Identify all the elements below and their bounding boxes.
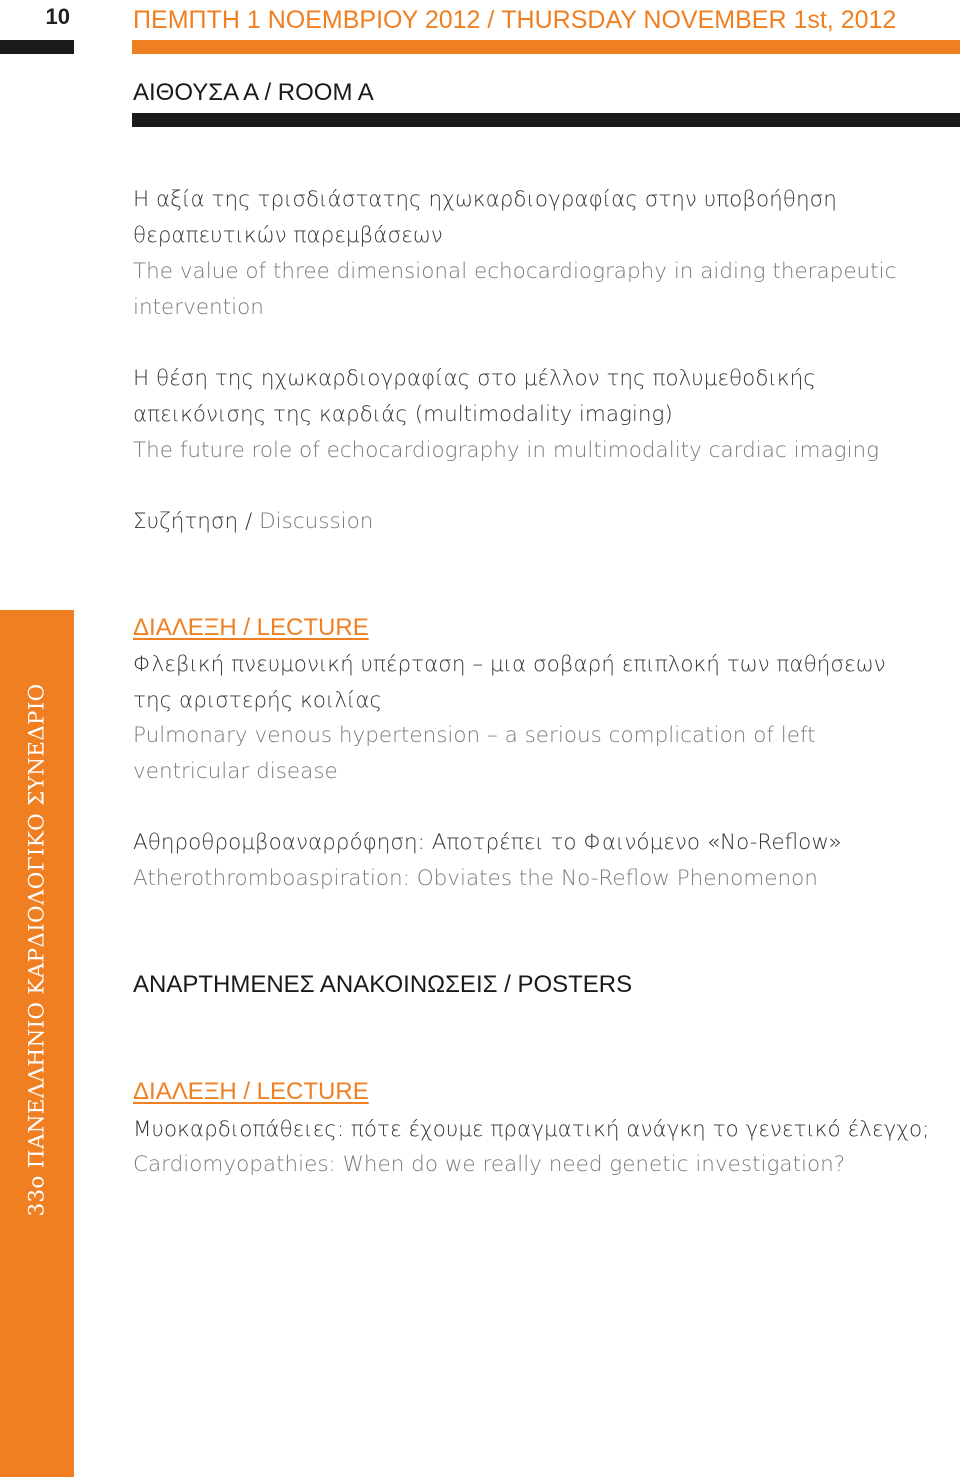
lecture1-label: ΔΙΑΛΕΞΗ / LECTURE: [133, 614, 369, 641]
page-number: 10: [45, 4, 70, 29]
talk1-title-greek-line1: Η αξία της τρισδιάστατης ηχωκαρδιογραφίας στην υποβοήθηση: [133, 187, 837, 212]
discussion-line: [133, 504, 948, 540]
room-divider-bar: [132, 113, 960, 127]
lecture1-title-greek-line2: της αριστερής κοιλίας: [133, 688, 383, 713]
room-heading: ΑΙΘΟΥΣΑ Α / ROOM A: [133, 79, 374, 106]
talk1-title-greek-line2: θεραπευτικών παρεμβάσεων: [133, 223, 443, 248]
posters-heading: ΑΝΑΡΤΗΜΕΝΕΣ ΑΝΑΚΟΙΝΩΣΕΙΣ / POSTERS: [133, 971, 633, 998]
header-bar-accent: [132, 40, 960, 54]
talk2-title-english-line1: The future role of echocardiography in multimodality cardiac imaging: [133, 438, 880, 463]
talk2-title-greek-line2: απεικόνισης της καρδιάς (multimodality imaging): [133, 402, 673, 427]
lecture2-title-greek: Μυοκαρδιοπάθειες: πότε έχουμε πραγματική ανάγκη το γενετικό έλεγχο;: [133, 1117, 930, 1142]
sidebar-congress-title: 33ο ΠΑΝΕΛΛΗΝΙΟ ΚΑΡΔΙΟΛΟΓΙΚΟ ΣΥΝΕΔΡΙΟ: [24, 683, 50, 1217]
date-heading: ΠΕΜΠΤΗ 1 ΝΟΕΜΒΡΙΟΥ 2012 / THURSDAY NOVEMBER 1st, 2012: [133, 6, 897, 34]
header-bar-left: [0, 40, 74, 54]
discussion-english: Discussion: [259, 509, 374, 534]
discussion-greek: Συζήτηση /: [133, 509, 260, 534]
talk1-title-english-line1: The value of three dimensional echocardiography in aiding therapeutic: [133, 259, 897, 284]
talk3-title-greek: Αθηροθρομβοαναρρόφηση: Αποτρέπει το Φαινόμενο «No-Reflow»: [133, 830, 842, 855]
talk2-title-greek-line1: Η θέση της ηχωκαρδιογραφίας στο μέλλον της πολυμεθοδικής: [133, 366, 816, 391]
lecture1-title-greek-line1: Φλεβική πνευμονική υπέρταση – μια σοβαρή επιπλοκή των παθήσεων: [133, 652, 886, 677]
talk3-title-english: Atherothromboaspiration: Obviates the No-Reflow Phenomenon: [133, 866, 818, 891]
talk1-title-english-line2: intervention: [133, 295, 264, 320]
lecture1-title-english-line1: Pulmonary venous hypertension – a serious complication of left: [133, 723, 816, 748]
lecture2-title-english: Cardiomyopathies: When do we really need genetic investigation?: [133, 1152, 846, 1177]
lecture2-label: ΔΙΑΛΕΞΗ / LECTURE: [133, 1078, 369, 1105]
lecture1-title-english-line2: ventricular disease: [133, 759, 338, 784]
